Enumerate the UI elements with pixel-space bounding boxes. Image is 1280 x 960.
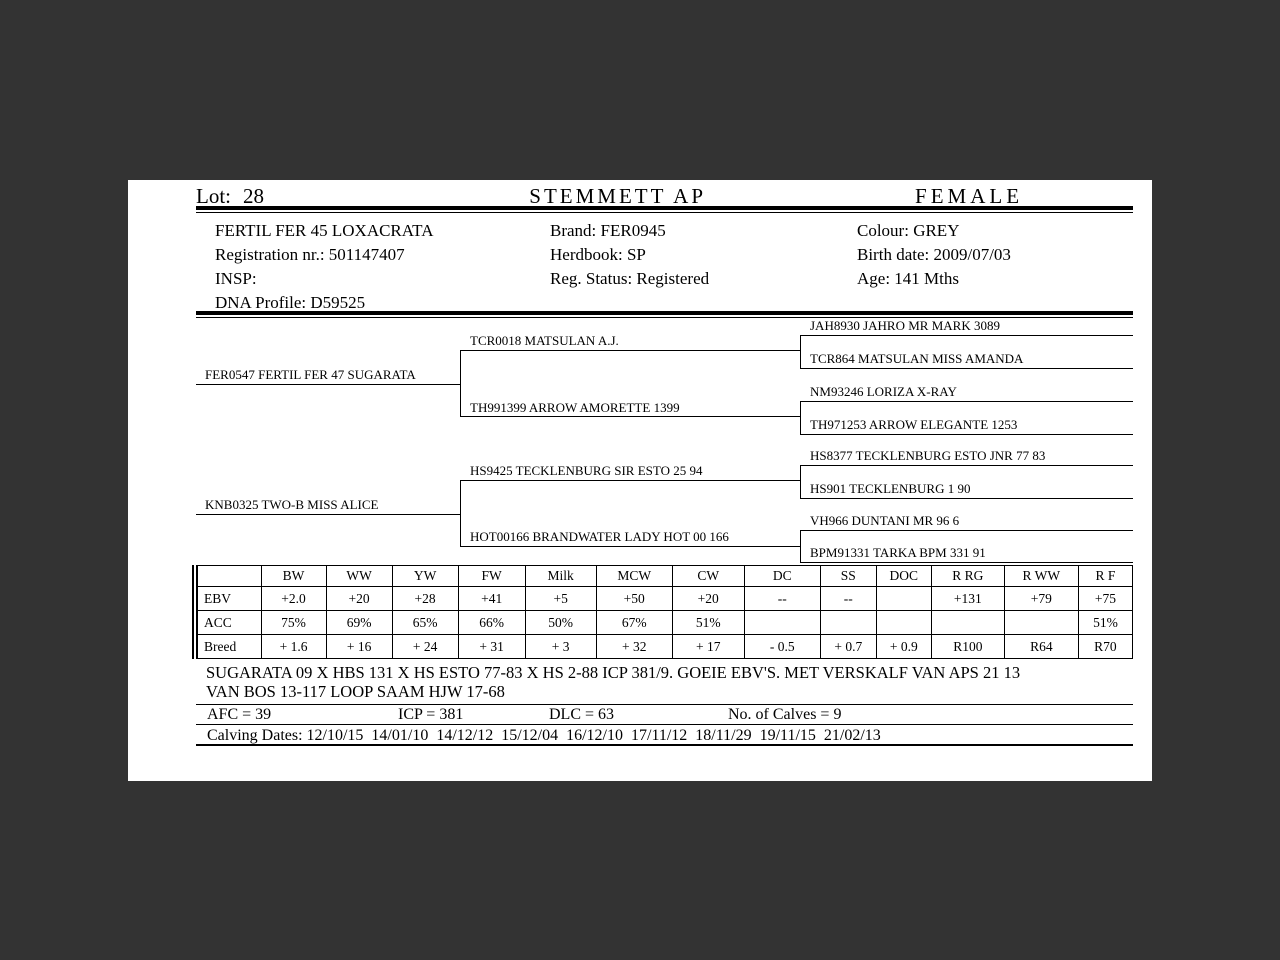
ebv-header-cell: R WW: [1004, 566, 1078, 587]
pedigree-great-grandparent: NM93246 LORIZA X-RAY: [810, 384, 957, 399]
sex-label: FEMALE: [915, 184, 1024, 208]
colour: Colour: GREY: [857, 221, 960, 240]
ebv-value-cell: [876, 611, 931, 635]
ebv-header-cell: [195, 566, 261, 587]
ebv-header-cell: WW: [326, 566, 392, 587]
ebv-value-cell: 75%: [261, 611, 326, 635]
ebv-value-cell: + 31: [458, 635, 525, 659]
ebv-header-cell: MCW: [596, 566, 672, 587]
ebv-value-cell: +5: [525, 587, 596, 611]
dlc-stat: DLC = 63: [549, 706, 615, 723]
pedigree-line: [460, 546, 800, 547]
pedigree-great-grandparent: TH971253 ARROW ELEGANTE 1253: [810, 417, 1018, 432]
ebv-value-cell: +20: [672, 587, 744, 611]
ebv-header-cell: DC: [744, 566, 820, 587]
age: Age: 141 Mths: [857, 269, 959, 288]
ebv-value-cell: +28: [392, 587, 458, 611]
ebv-header-cell: DOC: [876, 566, 931, 587]
breed-row: [195, 635, 1133, 659]
notes-line: VAN BOS 13-117 LOOP SAAM HJW 17-68: [206, 682, 505, 701]
ebv-value-cell: [1004, 611, 1078, 635]
lot-label: Lot:: [196, 184, 231, 208]
ebv-value-cell: 50%: [525, 611, 596, 635]
ebv-row-label: ACC: [195, 611, 261, 635]
pedigree-great-grandparent: VH966 DUNTANI MR 96 6: [810, 513, 960, 528]
ebv-header-cell: FW: [458, 566, 525, 587]
ebv-header-cell: Milk: [525, 566, 596, 587]
catalog-page: [128, 180, 1152, 781]
pedigree-connector: [460, 350, 461, 417]
lot-header: [196, 180, 1133, 206]
breeder-name: STEMMETT AP: [529, 184, 706, 208]
pedigree-connector: [800, 335, 801, 369]
ebv-value-cell: + 3: [525, 635, 596, 659]
ebv-row-label: Breed: [195, 635, 261, 659]
ebv-header-cell: CW: [672, 566, 744, 587]
ebv-value-cell: + 0.9: [876, 635, 931, 659]
ebv-row: [195, 587, 1133, 611]
pedigree-grandparent: TH991399 ARROW AMORETTE 1399: [470, 400, 680, 415]
notes-block: [196, 659, 1133, 704]
icp-stat: ICP = 381: [398, 706, 464, 723]
pedigree-great-grandparent: TCR864 MATSULAN MISS AMANDA: [810, 351, 1024, 366]
ebv-header-cell: SS: [820, 566, 876, 587]
ebv-value-cell: + 32: [596, 635, 672, 659]
ebv-value-cell: - 0.5: [744, 635, 820, 659]
page-content: [196, 180, 1133, 746]
ebv-value-cell: R70: [1078, 635, 1132, 659]
details-column-left: [215, 219, 433, 315]
pedigree-great-grandparent: HS8377 TECKLENBURG ESTO JNR 77 83: [810, 448, 1046, 463]
ebv-value-cell: + 16: [326, 635, 392, 659]
ebv-value-cell: 69%: [326, 611, 392, 635]
ebv-value-cell: 66%: [458, 611, 525, 635]
ebv-row-label: EBV: [195, 587, 261, 611]
pedigree-connector: [800, 465, 801, 499]
herdbook: Herdbook: SP: [550, 245, 646, 264]
pedigree-grandparent: HS9425 TECKLENBURG SIR ESTO 25 94: [470, 463, 703, 478]
ebv-value-cell: +41: [458, 587, 525, 611]
ebv-value-cell: [820, 611, 876, 635]
pedigree-line: [800, 368, 1133, 369]
reg-status: Reg. Status: Registered: [550, 269, 710, 288]
registration-number: Registration nr.: 501147407: [215, 245, 405, 264]
lot-field: [196, 184, 430, 209]
pedigree-great-grandparent: HS901 TECKLENBURG 1 90: [810, 481, 971, 496]
pedigree-line: [196, 514, 460, 515]
birth-date: Birth date: 2009/07/03: [857, 245, 1011, 264]
ebv-value-cell: +50: [596, 587, 672, 611]
pedigree-line: [800, 465, 1133, 466]
pedigree-line: [800, 335, 1133, 336]
ebv-value-cell: + 1.6: [261, 635, 326, 659]
pedigree-dam: KNB0325 TWO-B MISS ALICE: [205, 497, 379, 512]
ebv-value-cell: [744, 611, 820, 635]
ebv-header-cell: R RG: [931, 566, 1004, 587]
ebv-value-cell: + 24: [392, 635, 458, 659]
pedigree-great-grandparent: BPM91331 TARKA BPM 331 91: [810, 545, 986, 560]
ebv-value-cell: +75: [1078, 587, 1132, 611]
pedigree-line: [800, 530, 1133, 531]
ebv-value-cell: +20: [326, 587, 392, 611]
pedigree-grandparent: TCR0018 MATSULAN A.J.: [470, 333, 619, 348]
ebv-header-cell: BW: [261, 566, 326, 587]
ebv-value-cell: 51%: [672, 611, 744, 635]
insp-label: INSP:: [215, 269, 257, 288]
pedigree-line: [800, 562, 1133, 563]
ebv-value-cell: [931, 611, 1004, 635]
ebv-table: [192, 565, 1133, 659]
stats-row: [196, 705, 1133, 724]
pedigree-connector: [460, 480, 461, 547]
pedigree-line: [460, 350, 800, 351]
animal-name: FERTIL FER 45 LOXACRATA: [215, 221, 434, 240]
dna-profile: DNA Profile: D59525: [215, 293, 366, 312]
ebv-value-cell: --: [820, 587, 876, 611]
pedigree-line: [800, 434, 1133, 435]
pedigree-grandparent: HOT00166 BRANDWATER LADY HOT 00 166: [470, 529, 729, 544]
details-column-right: [857, 219, 1011, 291]
lot-number: 28: [243, 184, 264, 208]
calves-stat: No. of Calves = 9: [728, 706, 842, 723]
brand: Brand: FER0945: [550, 221, 666, 240]
pedigree-great-grandparent: JAH8930 JAHRO MR MARK 3089: [810, 318, 1000, 333]
ebv-value-cell: R100: [931, 635, 1004, 659]
notes-line: SUGARATA 09 X HBS 131 X HS ESTO 77-83 X HS 2-88 ICP 381/9. GOEIE EBV'S. MET VERSKALF VAN APS 21 13: [206, 663, 1021, 682]
ebv-value-cell: +79: [1004, 587, 1078, 611]
pedigree-line: [460, 416, 800, 417]
animal-details: [196, 213, 1133, 311]
ebv-value-cell: R64: [1004, 635, 1078, 659]
pedigree-connector: [800, 401, 801, 435]
pedigree-line: [800, 498, 1133, 499]
ebv-value-cell: 67%: [596, 611, 672, 635]
afc-stat: AFC = 39: [207, 706, 272, 723]
ebv-value-cell: [876, 587, 931, 611]
ebv-value-cell: + 17: [672, 635, 744, 659]
pedigree-connector: [800, 530, 801, 563]
ebv-value-cell: --: [744, 587, 820, 611]
pedigree-chart: [196, 318, 1133, 565]
ebv-value-cell: 65%: [392, 611, 458, 635]
pedigree-sire: FER0547 FERTIL FER 47 SUGARATA: [205, 367, 416, 382]
ebv-header-cell: YW: [392, 566, 458, 587]
ebv-header-row: [195, 566, 1133, 587]
pedigree-line: [800, 401, 1133, 402]
details-column-middle: [550, 219, 709, 291]
pedigree-line: [460, 480, 800, 481]
ebv-value-cell: 51%: [1078, 611, 1132, 635]
pedigree-line: [196, 384, 460, 385]
calving-dates: Calving Dates: 12/10/15 14/01/10 14/12/12 15/12/04 16/12/10 17/11/12 18/11/29 19/11/15 21/02/13: [196, 724, 1133, 744]
ebv-value-cell: +131: [931, 587, 1004, 611]
ebv-value-cell: +2.0: [261, 587, 326, 611]
ebv-value-cell: + 0.7: [820, 635, 876, 659]
ebv-header-cell: R F: [1078, 566, 1132, 587]
acc-row: [195, 611, 1133, 635]
